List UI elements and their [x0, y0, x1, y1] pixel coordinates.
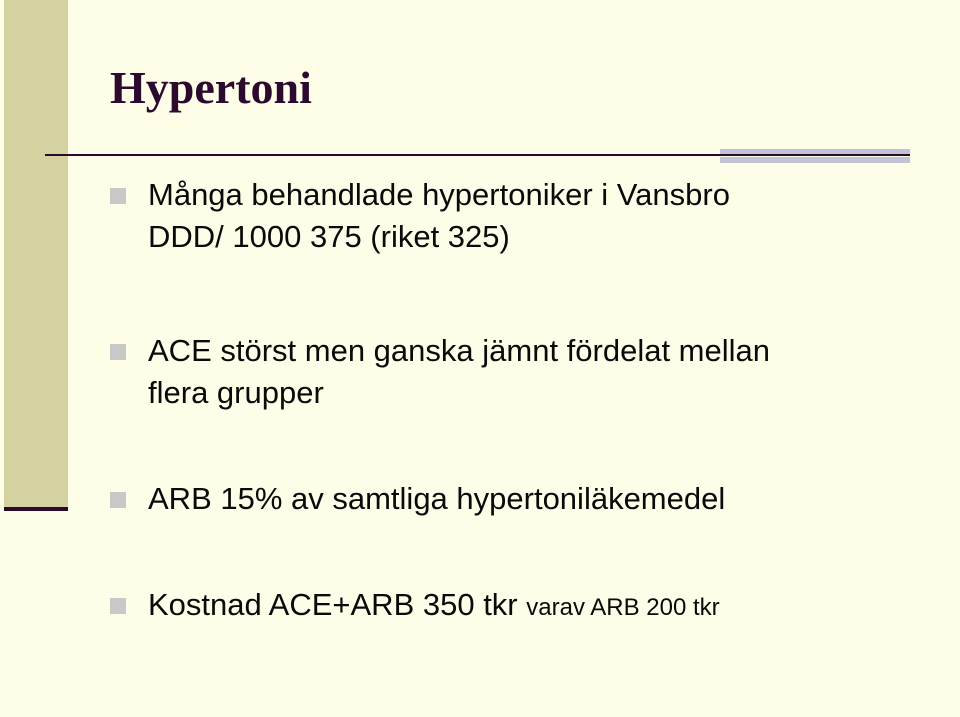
left-bar-underline: [4, 507, 68, 511]
left-decorative-bar: [4, 0, 68, 507]
bullet-item-1: [110, 174, 900, 258]
bullet-item-4: [110, 584, 900, 629]
square-bullet-icon: [110, 188, 126, 204]
slide-title: Hypertoni: [110, 62, 312, 113]
bullet-2-line-2: flera grupper: [148, 375, 324, 410]
cost-main-text: Kostnad ACE+ARB 350 tkr: [148, 587, 518, 622]
bullet-1-line-2: DDD/ 1000 375 (riket 325): [148, 219, 510, 254]
title-rule-accent-bottom: [720, 157, 910, 163]
bullet-item-3: [110, 478, 900, 520]
square-bullet-icon: [110, 492, 126, 508]
bullet-item-2: [110, 330, 900, 414]
bullet-3-line-1: ARB 15% av samtliga hypertoniläkemedel: [148, 481, 726, 516]
bullet-2-line-1: ACE störst men ganska jämnt fördelat mellan: [148, 333, 770, 368]
bullet-4-line-1: [148, 584, 900, 629]
cost-detail-text: varav ARB 200 tkr: [526, 594, 720, 621]
square-bullet-icon: [110, 344, 126, 360]
title-rule: [45, 154, 910, 156]
square-bullet-icon: [110, 598, 126, 614]
bullet-1-line-1: Många behandlade hypertoniker i Vansbro: [148, 177, 730, 212]
